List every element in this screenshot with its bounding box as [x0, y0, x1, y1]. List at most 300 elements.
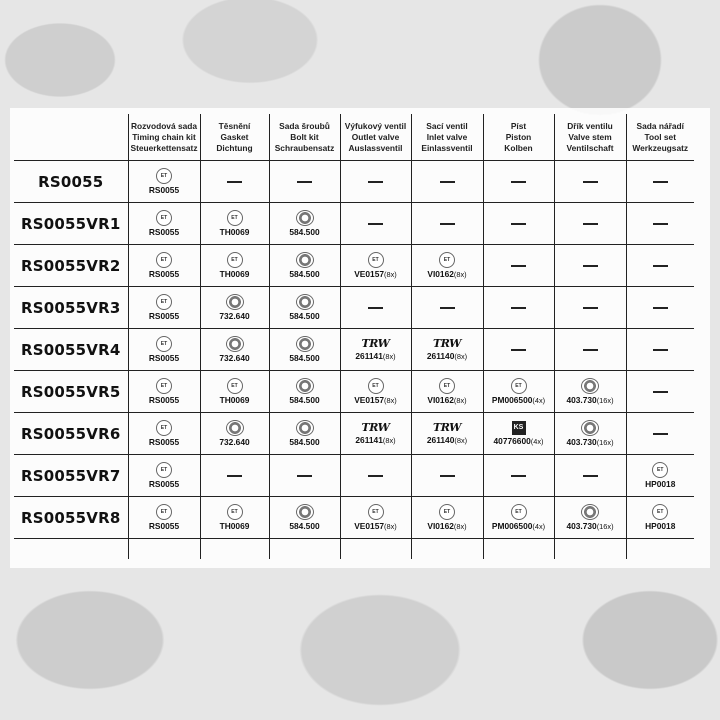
- column-header-line: Schraubensatz: [274, 142, 335, 153]
- column-header-line: Ventilschaft: [566, 142, 614, 153]
- table-row: [14, 455, 694, 497]
- et-logo: [227, 378, 243, 394]
- et-logo: [156, 336, 172, 352]
- part-cell-content: [555, 181, 626, 183]
- part-cell-content: [270, 210, 340, 237]
- part-cell-content: [484, 307, 554, 309]
- part-quantity: (8x): [384, 521, 397, 531]
- part-cell-content: [412, 422, 483, 446]
- part-number: [354, 521, 397, 532]
- part-cell-content: [484, 223, 554, 225]
- part-cell: [200, 161, 269, 203]
- part-cell-content: [129, 378, 200, 405]
- et-logo: [156, 252, 172, 268]
- part-number-text: 261141: [355, 434, 383, 445]
- part-cell-content: [341, 307, 411, 309]
- kit-code-label: RS0055: [14, 161, 128, 203]
- part-number: [219, 353, 249, 363]
- part-cell: [554, 287, 626, 329]
- part-cell: [554, 497, 626, 539]
- column-header-line: Piston: [505, 131, 532, 142]
- part-cell: [200, 329, 269, 371]
- part-number: [492, 521, 545, 532]
- elring-logo: [296, 504, 314, 520]
- part-number: [354, 395, 397, 406]
- part-cell: [626, 161, 694, 203]
- et-logo: [652, 462, 668, 478]
- part-number-text: 584.500: [289, 269, 320, 279]
- kit-code-label: RS0055VR7: [14, 455, 128, 497]
- not-included-dash: [653, 307, 668, 309]
- part-number-text: 732.640: [219, 311, 250, 321]
- kit-code-label: RS0055VR6: [14, 413, 128, 455]
- column-header-line: Kolben: [504, 142, 533, 153]
- part-cell-content: [555, 420, 626, 448]
- column-header-line: Valve stem: [568, 131, 612, 142]
- part-cell-content: [270, 294, 340, 321]
- part-cell: [483, 413, 554, 455]
- not-included-dash: [227, 475, 242, 477]
- part-cell-content: [555, 307, 626, 309]
- part-number-text: RS0055: [148, 353, 180, 363]
- not-included-dash: [511, 181, 526, 183]
- part-number: [354, 269, 397, 280]
- part-cell: [626, 203, 694, 245]
- elring-logo: [296, 252, 314, 268]
- et-logo: [227, 210, 243, 226]
- part-cell-content: [412, 475, 483, 477]
- part-cell: [340, 413, 411, 455]
- part-number-text: TH0069: [219, 395, 250, 405]
- part-quantity: (8x): [382, 351, 396, 361]
- part-number: [566, 395, 613, 406]
- part-number: [220, 227, 250, 237]
- part-cell-content: [270, 420, 340, 447]
- part-cell: [626, 329, 694, 371]
- part-cell-content: [341, 338, 411, 362]
- part-number: [289, 269, 319, 279]
- not-included-dash: [653, 265, 668, 267]
- part-cell-content: [627, 462, 695, 489]
- part-number: [149, 437, 179, 447]
- part-number-text: VE0157: [354, 520, 385, 531]
- not-included-dash: [511, 475, 526, 477]
- tail-cell: [626, 539, 694, 560]
- tail-cell: [483, 539, 554, 560]
- part-number: [289, 227, 319, 237]
- column-header-line: Výfukový ventil: [344, 120, 407, 131]
- part-number: [149, 353, 179, 363]
- part-quantity: (4x): [532, 521, 546, 531]
- elring-logo: [296, 210, 314, 226]
- tail-cell: [340, 539, 411, 560]
- et-logo: [511, 378, 527, 394]
- part-cell-content: [484, 181, 554, 183]
- part-cell-content: [201, 181, 269, 183]
- part-cell-content: [555, 223, 626, 225]
- part-cell: [411, 287, 483, 329]
- part-cell-content: [341, 223, 411, 225]
- part-cell: [626, 413, 694, 455]
- not-included-dash: [583, 475, 598, 477]
- part-cell: [554, 455, 626, 497]
- part-number-text: 261140: [426, 350, 455, 361]
- part-cell: [200, 413, 269, 455]
- part-number: [149, 227, 179, 237]
- part-cell: [411, 497, 483, 539]
- not-included-dash: [297, 475, 312, 477]
- part-number: [566, 437, 613, 448]
- part-quantity: (8x): [453, 395, 467, 405]
- table-row: [14, 497, 694, 539]
- trw-logo: TRW: [433, 420, 461, 434]
- not-included-dash: [368, 307, 383, 309]
- column-header: [269, 114, 340, 161]
- part-cell-content: [484, 421, 554, 447]
- part-cell: [269, 497, 340, 539]
- part-cell-content: [201, 378, 269, 405]
- et-logo: [368, 504, 384, 520]
- et-logo: [652, 504, 668, 520]
- et-logo: [156, 168, 172, 184]
- part-cell-content: [555, 349, 626, 351]
- part-number: [149, 269, 179, 279]
- part-cell: [483, 329, 554, 371]
- part-number-text: HP0018: [645, 521, 676, 531]
- tail-cell: [128, 539, 200, 560]
- part-cell: [554, 371, 626, 413]
- part-cell: [483, 161, 554, 203]
- part-cell: [626, 287, 694, 329]
- part-cell-content: [627, 223, 695, 225]
- part-cell: [626, 371, 694, 413]
- part-number: [149, 479, 179, 489]
- part-number-text: TH0069: [219, 521, 250, 531]
- part-cell: [411, 455, 483, 497]
- column-header: [554, 114, 626, 161]
- part-number-text: HP0018: [645, 479, 676, 489]
- column-header-line: Werkzeugsatz: [632, 142, 689, 153]
- trw-logo: TRW: [361, 420, 390, 434]
- kit-code-label: RS0055VR5: [14, 371, 128, 413]
- column-header: [411, 114, 483, 161]
- part-number-text: TH0069: [219, 227, 250, 237]
- part-number-text: TH0069: [219, 269, 250, 279]
- part-number: [289, 521, 319, 531]
- part-number: [149, 311, 179, 321]
- part-cell: [483, 287, 554, 329]
- table-row: [14, 161, 694, 203]
- part-cell-content: [129, 462, 200, 489]
- column-header: [340, 114, 411, 161]
- et-logo: [368, 252, 384, 268]
- part-cell: [200, 455, 269, 497]
- part-number: [494, 436, 544, 447]
- trw-logo: TRW: [361, 336, 390, 350]
- part-cell: [340, 245, 411, 287]
- not-included-dash: [583, 265, 598, 267]
- part-number: [355, 435, 395, 446]
- part-cell-content: [129, 336, 200, 363]
- part-cell-content: [270, 181, 340, 183]
- part-quantity: (16x): [596, 521, 614, 531]
- part-cell: [128, 455, 200, 497]
- column-header: [200, 114, 269, 161]
- part-number-text: 261140: [426, 434, 455, 445]
- part-cell-content: [129, 294, 200, 321]
- part-cell: [128, 203, 200, 245]
- part-number: [427, 435, 467, 446]
- part-quantity: (16x): [596, 437, 614, 447]
- column-header-line: Steuerkettensatz: [130, 142, 198, 153]
- part-number-text: 584.500: [289, 521, 320, 531]
- column-header-line: Dichtung: [216, 142, 253, 153]
- part-number-text: 584.500: [289, 311, 320, 321]
- part-cell: [483, 497, 554, 539]
- column-header-line: Těsnění: [218, 120, 251, 131]
- part-cell-content: [484, 349, 554, 351]
- part-cell: [554, 413, 626, 455]
- trw-logo: TRW: [433, 336, 461, 350]
- part-number-text: 403.730: [566, 520, 597, 531]
- part-quantity: (4x): [532, 395, 546, 405]
- part-number-text: 403.730: [566, 394, 597, 405]
- part-cell: [340, 161, 411, 203]
- part-cell: [411, 371, 483, 413]
- not-included-dash: [653, 433, 668, 435]
- part-cell: [340, 455, 411, 497]
- part-cell-content: [270, 504, 340, 531]
- part-number: [149, 185, 179, 195]
- part-number-text: RS0055: [148, 311, 180, 321]
- part-cell-content: [484, 378, 554, 406]
- part-quantity: (8x): [382, 435, 396, 445]
- part-cell: [269, 371, 340, 413]
- elring-logo: [296, 420, 314, 436]
- not-included-dash: [368, 223, 383, 225]
- part-number: [219, 311, 249, 321]
- elring-logo: [581, 420, 599, 436]
- part-cell: [269, 413, 340, 455]
- part-number: [149, 395, 179, 405]
- part-cell-content: [627, 504, 695, 531]
- not-included-dash: [511, 223, 526, 225]
- part-number-text: 584.500: [289, 437, 320, 447]
- part-cell: [554, 245, 626, 287]
- not-included-dash: [583, 307, 598, 309]
- part-number: [492, 395, 545, 406]
- part-number-text: VI0162: [427, 394, 454, 405]
- not-included-dash: [583, 181, 598, 183]
- part-number: [427, 269, 466, 280]
- part-quantity: (16x): [596, 395, 614, 405]
- part-cell: [340, 371, 411, 413]
- part-cell-content: [412, 378, 483, 406]
- part-cell: [554, 161, 626, 203]
- part-cell: [200, 203, 269, 245]
- not-included-dash: [653, 223, 668, 225]
- part-cell-content: [129, 252, 200, 279]
- tail-cell: [269, 539, 340, 560]
- part-cell: [626, 245, 694, 287]
- part-number-text: VE0157: [354, 268, 385, 279]
- elring-logo: [226, 420, 244, 436]
- part-cell: [483, 245, 554, 287]
- not-included-dash: [368, 181, 383, 183]
- part-cell-content: [341, 422, 411, 446]
- et-logo: [156, 504, 172, 520]
- not-included-dash: [440, 475, 455, 477]
- part-cell: [200, 497, 269, 539]
- part-number: [289, 437, 319, 447]
- part-cell-content: [412, 181, 483, 183]
- part-cell: [128, 329, 200, 371]
- elring-logo: [226, 336, 244, 352]
- not-included-dash: [653, 391, 668, 393]
- part-cell-content: [555, 378, 626, 406]
- part-cell-content: [270, 336, 340, 363]
- not-included-dash: [653, 181, 668, 183]
- part-cell-content: [201, 420, 269, 447]
- elring-logo: [226, 294, 244, 310]
- part-cell-content: [627, 433, 695, 435]
- elring-logo: [296, 336, 314, 352]
- part-cell: [554, 329, 626, 371]
- part-cell-content: [412, 338, 483, 362]
- kit-code-label: RS0055VR2: [14, 245, 128, 287]
- part-cell-content: [484, 504, 554, 532]
- part-cell-content: [341, 504, 411, 532]
- kit-code-label: RS0055VR4: [14, 329, 128, 371]
- column-header-line: Sada šroubů: [279, 120, 330, 131]
- part-number-text: RS0055: [148, 269, 180, 279]
- part-cell: [200, 371, 269, 413]
- part-cell-content: [412, 252, 483, 280]
- part-number-text: VI0162: [427, 268, 454, 279]
- header-row: [14, 114, 694, 161]
- part-cell-content: [341, 252, 411, 280]
- not-included-dash: [368, 475, 383, 477]
- kit-contents-table: [14, 114, 694, 559]
- et-logo: [511, 504, 527, 520]
- part-number: [220, 521, 250, 531]
- ks-logo: KS: [512, 421, 526, 435]
- part-cell-content: [412, 307, 483, 309]
- part-number: [566, 521, 613, 532]
- table-row: [14, 203, 694, 245]
- part-number: [355, 351, 395, 362]
- part-cell-content: [627, 181, 695, 183]
- part-cell: [128, 287, 200, 329]
- part-cell-content: [627, 307, 695, 309]
- part-number-text: VI0162: [427, 520, 454, 531]
- part-cell-content: [129, 504, 200, 531]
- part-number: [427, 395, 466, 406]
- part-number-text: 584.500: [289, 227, 320, 237]
- elring-logo: [581, 378, 599, 394]
- part-number-text: VE0157: [354, 394, 385, 405]
- part-cell-content: [129, 168, 200, 195]
- table-row: [14, 287, 694, 329]
- elring-logo: [581, 504, 599, 520]
- part-quantity: (8x): [454, 435, 468, 445]
- et-logo: [227, 252, 243, 268]
- part-number: [645, 521, 675, 531]
- et-logo: [227, 504, 243, 520]
- part-number-text: 732.640: [219, 353, 250, 363]
- column-header-line: Píst: [510, 120, 527, 131]
- part-number-text: RS0055: [148, 185, 180, 195]
- part-cell-content: [201, 210, 269, 237]
- part-cell-content: [627, 349, 695, 351]
- part-cell: [340, 203, 411, 245]
- column-header-line: Dřík ventilu: [567, 120, 613, 131]
- column-header-line: Einlassventil: [421, 142, 473, 153]
- part-cell: [626, 497, 694, 539]
- part-quantity: (8x): [453, 269, 467, 279]
- part-cell: [340, 497, 411, 539]
- part-cell-content: [412, 504, 483, 532]
- part-number: [427, 351, 467, 362]
- elring-logo: [296, 378, 314, 394]
- column-header: [626, 114, 694, 161]
- not-included-dash: [583, 223, 598, 225]
- column-header-line: Sada nářadí: [636, 120, 684, 131]
- part-cell: [269, 161, 340, 203]
- part-cell-content: [484, 475, 554, 477]
- et-logo: [156, 420, 172, 436]
- part-number-text: RS0055: [148, 521, 180, 531]
- part-cell: [483, 455, 554, 497]
- part-number-text: RS0055: [148, 479, 180, 489]
- part-cell-content: [129, 420, 200, 447]
- part-cell-content: [201, 294, 269, 321]
- part-cell-content: [555, 475, 626, 477]
- part-cell: [128, 371, 200, 413]
- part-number-text: RS0055: [148, 395, 180, 405]
- not-included-dash: [653, 349, 668, 351]
- part-cell-content: [627, 391, 695, 393]
- et-logo: [156, 462, 172, 478]
- part-number-text: PM006500: [491, 520, 533, 531]
- et-logo: [156, 378, 172, 394]
- tail-cell: [554, 539, 626, 560]
- not-included-dash: [440, 223, 455, 225]
- not-included-dash: [440, 307, 455, 309]
- tail-cell: [200, 539, 269, 560]
- part-number-text: PM006500: [491, 394, 533, 405]
- part-number-text: 40776600: [493, 435, 531, 446]
- part-cell: [269, 245, 340, 287]
- corner-cell: [14, 114, 128, 161]
- part-quantity: (4x): [530, 436, 544, 446]
- column-header-line: Outlet valve: [351, 131, 400, 142]
- part-cell: [411, 161, 483, 203]
- tail-cell: [14, 539, 128, 560]
- not-included-dash: [440, 181, 455, 183]
- kit-code-label: RS0055VR1: [14, 203, 128, 245]
- part-cell: [269, 329, 340, 371]
- part-number: [289, 311, 319, 321]
- part-cell-content: [270, 252, 340, 279]
- part-cell-content: [201, 336, 269, 363]
- part-number: [289, 395, 319, 405]
- not-included-dash: [511, 307, 526, 309]
- not-included-dash: [511, 265, 526, 267]
- et-logo: [156, 294, 172, 310]
- part-number-text: 584.500: [289, 353, 320, 363]
- part-cell: [128, 413, 200, 455]
